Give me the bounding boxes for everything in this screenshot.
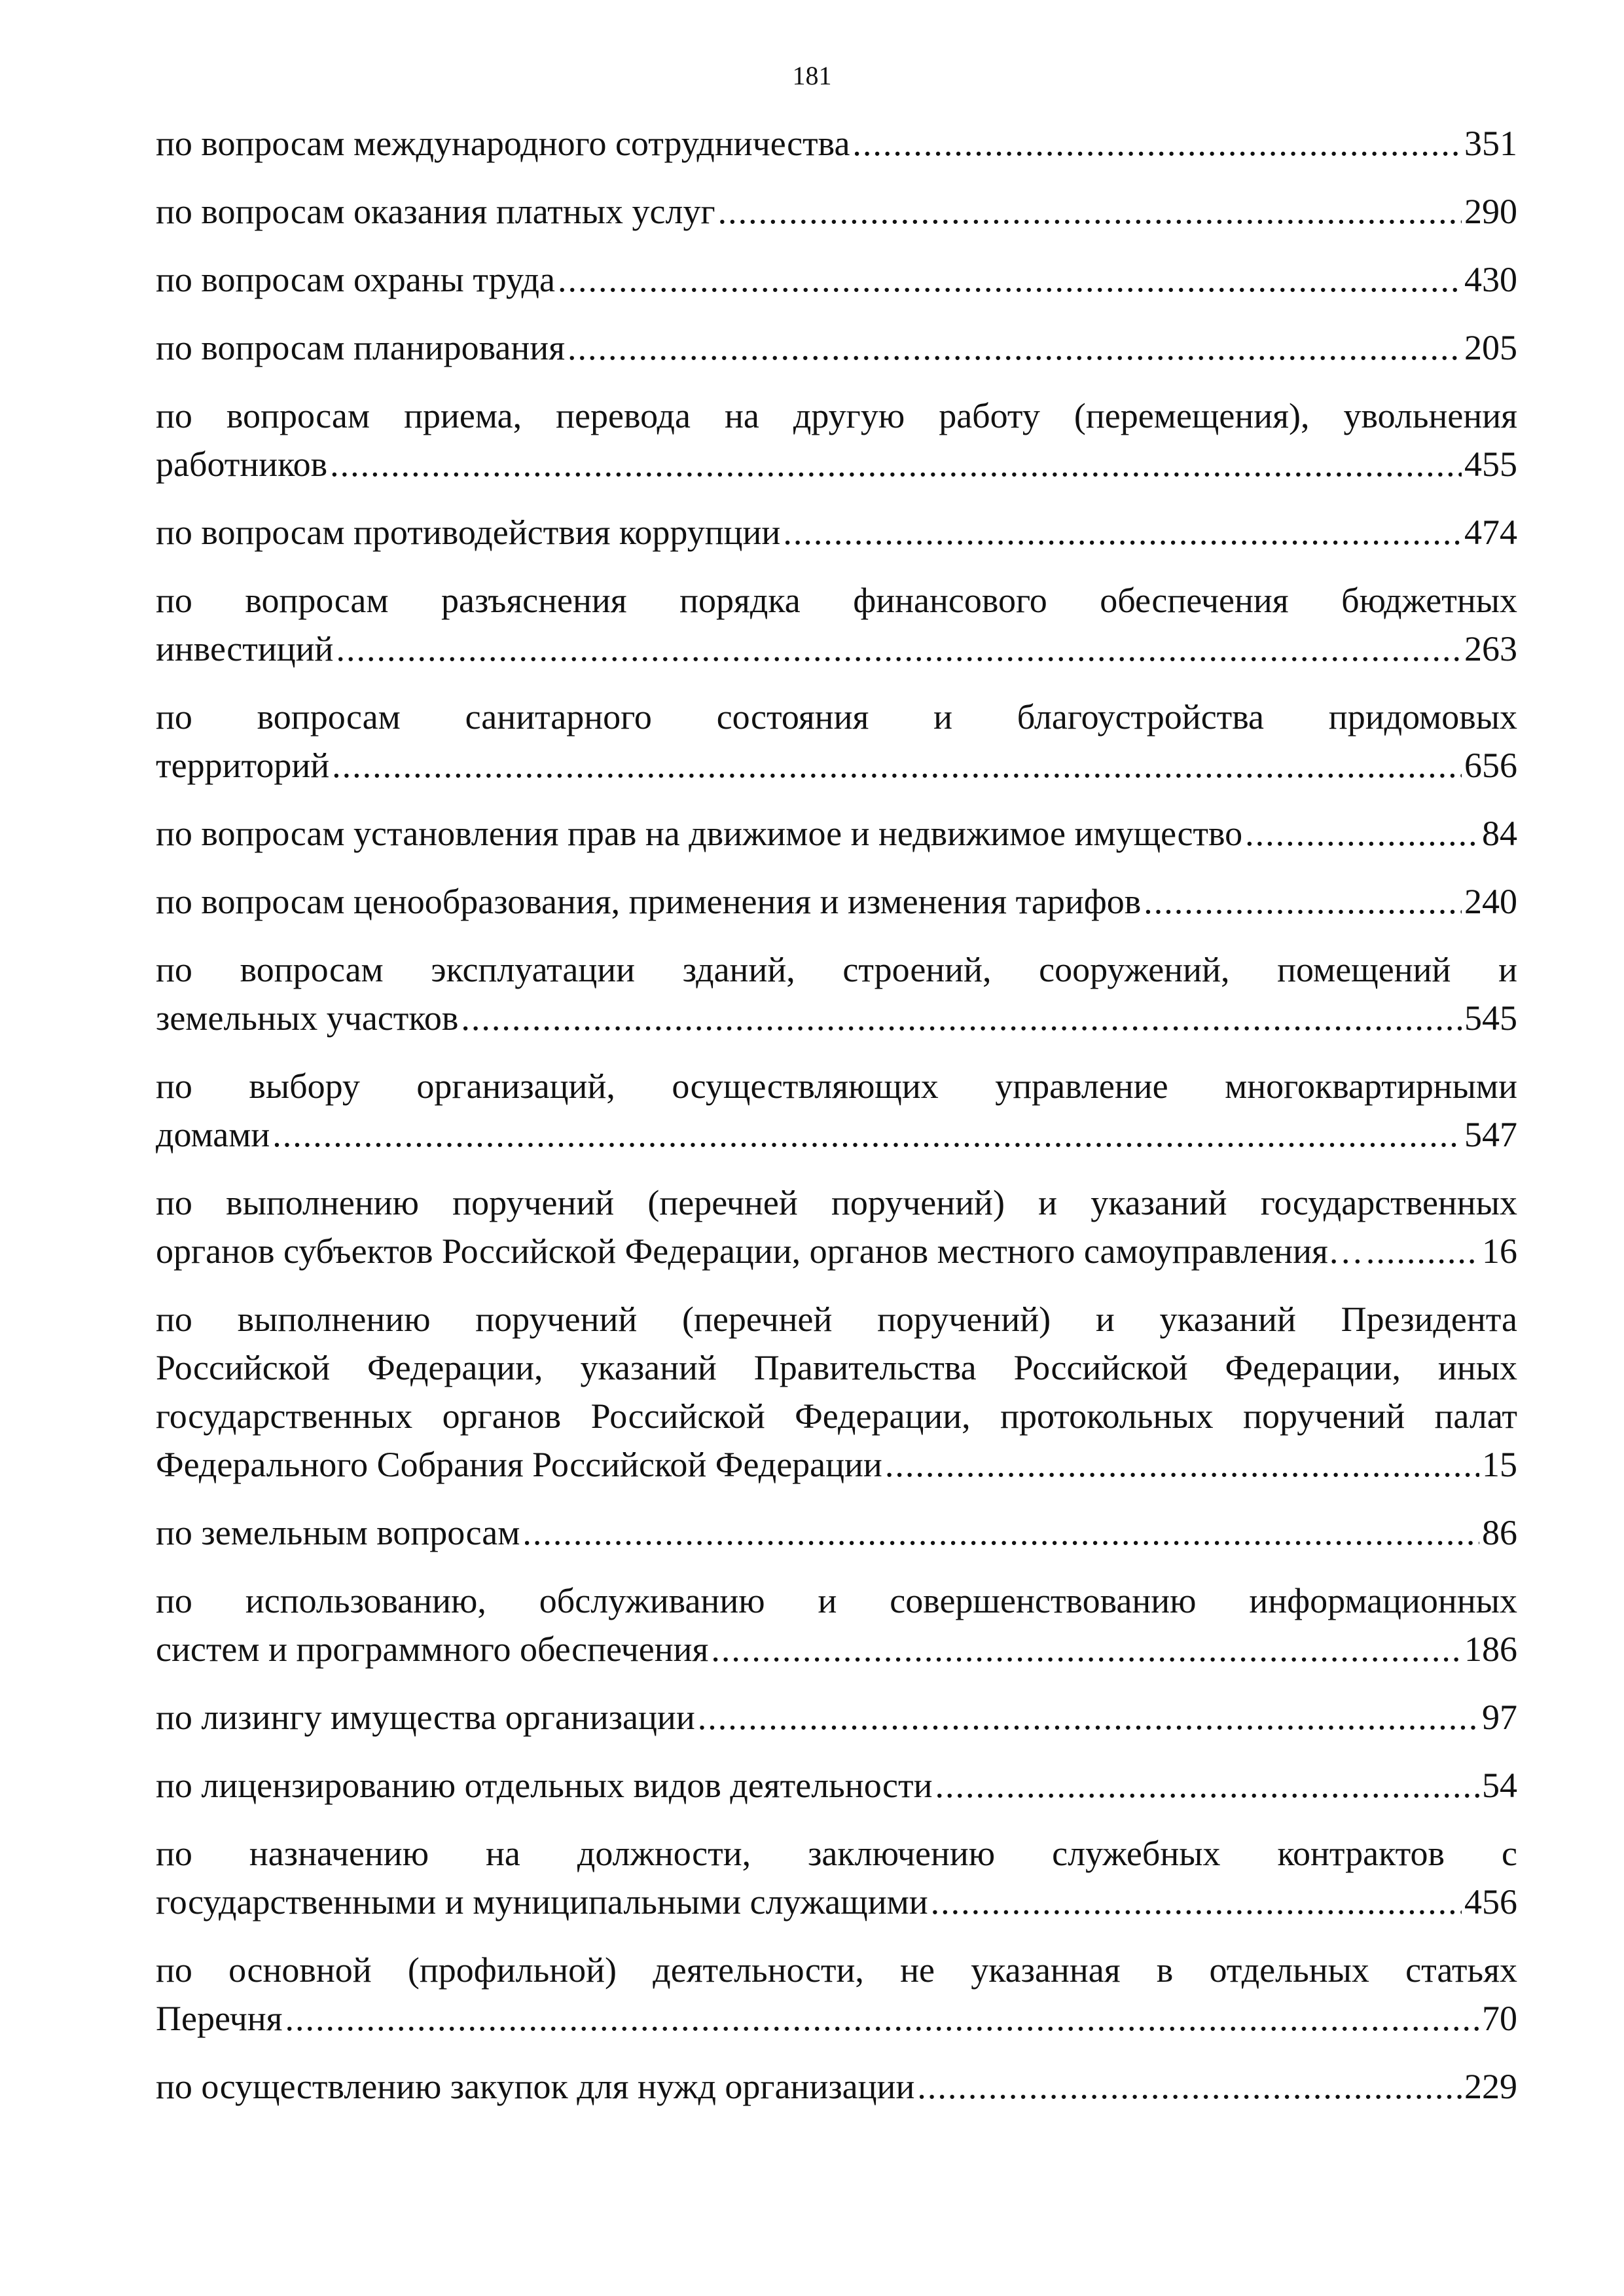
index-entry [156,2062,1517,2111]
dot-leader [931,1878,1462,1926]
index-entry-page: 547 [1464,1115,1517,1154]
index-entry-line: по использованию, обслуживанию и совершенствованию информационных [156,1581,1517,1620]
index-entry-page: 70 [1482,1999,1517,2038]
index-entry-title: систем и программного обеспечения [156,1630,709,1669]
index-entry [156,1178,1517,1275]
index-entry-last-line [156,994,1517,1042]
index-entry-page: 240 [1464,882,1517,921]
index-entry-page: 97 [1482,1698,1517,1737]
index-entry [156,1576,1517,1673]
index-entry-line: Российской Федерации, указаний Правительства Российской Федерации, иных [156,1348,1517,1387]
index-entry-last-line [156,809,1517,858]
index-entry-title: по вопросам охраны труда [156,260,555,299]
index-entry-last-line [156,741,1517,790]
index-entry-last-line [156,1994,1517,2043]
index-entry-line: по основной (профильной) деятельности, не указанная в отдельных статьях [156,1950,1517,1990]
dot-leader [522,1508,1479,1557]
index-entry-last-line [156,1440,1517,1489]
dot-leader [935,1761,1480,1810]
dot-leader [336,625,1462,673]
index-entry-last-line [156,2062,1517,2111]
index-entry-title: работников [156,445,328,484]
index-entry [156,1062,1517,1159]
index-entry-page: 263 [1464,629,1517,668]
index-entry-last-line [156,508,1517,556]
index-entry-title: по вопросам оказания платных услуг [156,192,715,231]
index-entry-last-line [156,440,1517,488]
index-entry [156,187,1517,236]
index-entry-last-line [156,323,1517,372]
index-entry [156,323,1517,372]
index-entry [156,1295,1517,1489]
index-entry-page: 54 [1482,1766,1517,1805]
index-entry-last-line [156,1625,1517,1673]
index-entry-line: по выполнению поручений (перечней поручений) и указаний государственных [156,1183,1517,1222]
index-entry-page: 229 [1464,2067,1517,2106]
index-entry-title: по вопросам ценообразования, применения и изменения тарифов [156,882,1142,921]
index-entry-page: 456 [1464,1882,1517,1922]
dot-leader [718,187,1462,236]
index-entry-page: 186 [1464,1630,1517,1669]
dot-leader [1366,1227,1479,1275]
index-entry-line: по вопросам эксплуатации зданий, строений, сооружений, помещений и [156,950,1517,989]
index-entry-page: 86 [1482,1513,1517,1552]
index-entry-last-line [156,119,1517,168]
index-entry [156,1693,1517,1741]
dot-leader [917,2062,1462,2111]
index-entry [156,877,1517,926]
index-entry-page: 351 [1464,124,1517,163]
index-entry-title: по лизингу имущества организации [156,1698,695,1737]
index-entry-page: 474 [1464,513,1517,552]
dot-leader [332,741,1462,790]
index-entry-page: 15 [1482,1445,1517,1484]
index-entry-title: территорий [156,746,330,785]
dot-leader [885,1440,1479,1489]
index-entry-last-line [156,255,1517,304]
dot-leader [558,255,1462,304]
dot-leader [711,1625,1462,1673]
dot-leader [330,440,1462,488]
index-entry-last-line [156,625,1517,673]
index-entry [156,508,1517,556]
index-entry [156,693,1517,790]
dot-leader [1144,877,1462,926]
index-entry-last-line [156,1227,1517,1275]
dot-leader [783,508,1462,556]
index-entry-page: 545 [1464,998,1517,1038]
index-entry-page: 430 [1464,260,1517,299]
index-entry-page: 290 [1464,192,1517,231]
index-entry-line: по вопросам санитарного состояния и благоустройства придомовых [156,697,1517,737]
index-entry-page: 205 [1464,328,1517,367]
index-entry-page: 84 [1482,814,1517,853]
dot-leader [698,1693,1479,1741]
index-entry-line: по назначению на должности, заключению служебных контрактов с [156,1834,1517,1873]
index-entry [156,255,1517,304]
index-entry [156,1508,1517,1557]
index-entry-last-line [156,1878,1517,1926]
dot-leader [1245,809,1479,858]
index-entry-title: земельных участков [156,998,459,1038]
index-entry-title: по вопросам установления прав на движимое и недвижимое имущество [156,814,1243,853]
dot-leader [568,323,1462,372]
index-entry-title: по земельным вопросам [156,1513,520,1552]
index-entry [156,1946,1517,2043]
index-entry [156,945,1517,1042]
index-entry-title: по лицензированию отдельных видов деятельности [156,1766,933,1805]
index-entry-page: 455 [1464,445,1517,484]
index-entry [156,392,1517,488]
index-entry-title: Перечня [156,1999,283,2038]
index-entry-last-line [156,1110,1517,1159]
index-entry-title: инвестиций [156,629,334,668]
index-entry-title: по вопросам противодействия коррупции [156,513,781,552]
index-entry-title: по вопросам планирования [156,328,566,367]
index-entry-last-line [156,187,1517,236]
dot-leader [272,1110,1462,1159]
index-entry-title: по вопросам международного сотрудничества [156,124,850,163]
page-number: 181 [792,61,832,90]
index-entry-title: органов субъектов Российской Федерации, органов местного самоуправления… [156,1231,1363,1271]
index-entry-title: по осуществлению закупок для нужд организации [156,2067,915,2106]
index-entry-last-line [156,1761,1517,1810]
index-entry-last-line [156,1693,1517,1741]
index-entry-title: Федерального Собрания Российской Федерации [156,1445,882,1484]
index-entry-title: домами [156,1115,270,1154]
dot-leader [852,119,1462,168]
index-entry-line: государственных органов Российской Федерации, протокольных поручений палат [156,1396,1517,1436]
index-entry [156,576,1517,673]
index-entry-page: 16 [1482,1231,1517,1271]
index-entry-line: по выполнению поручений (перечней поручений) и указаний Президента [156,1300,1517,1339]
index-entry-last-line [156,877,1517,926]
index-entry-title: государственными и муниципальными служащими [156,1882,928,1922]
dot-leader [285,1994,1479,2043]
index-entry [156,1829,1517,1926]
index-entry [156,1761,1517,1810]
index-entry [156,809,1517,858]
index-entry-last-line [156,1508,1517,1557]
index-entry-line: по выбору организаций, осуществляющих управление многоквартирными [156,1066,1517,1106]
index-entry-page: 656 [1464,746,1517,785]
index-entry-line: по вопросам разъяснения порядка финансового обеспечения бюджетных [156,581,1517,620]
index-entry [156,119,1517,168]
dot-leader [461,994,1462,1042]
index-list [156,119,1517,2130]
index-entry-line: по вопросам приема, перевода на другую работу (перемещения), увольнения [156,396,1517,435]
